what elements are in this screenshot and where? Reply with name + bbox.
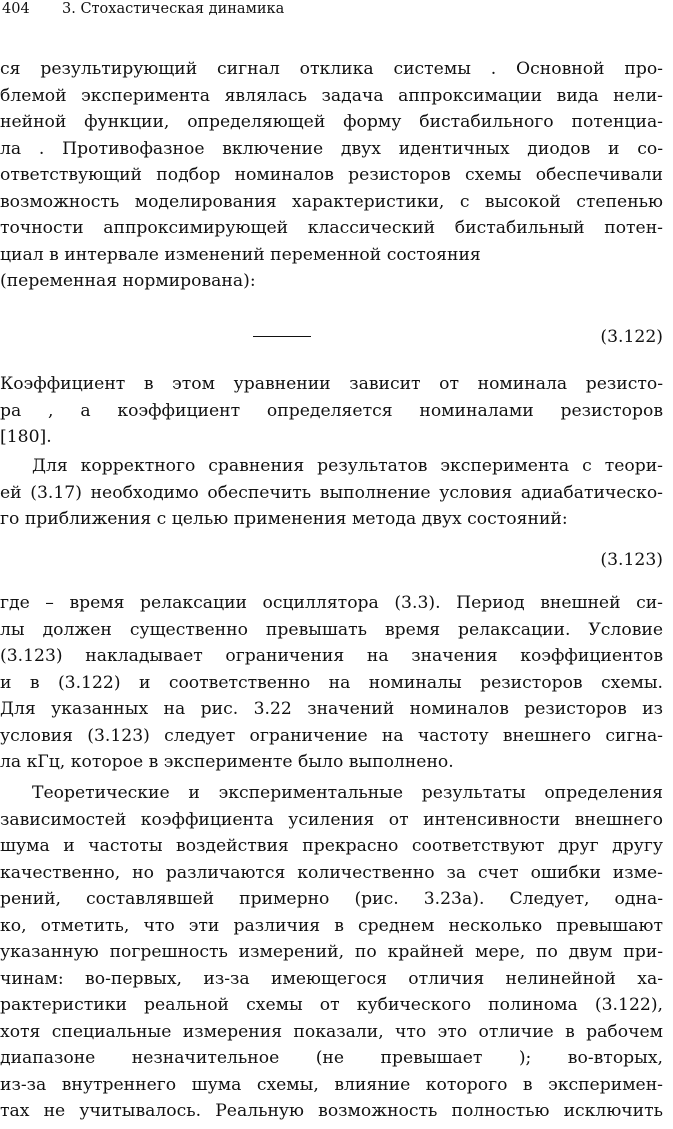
text-line: нейной функции, определяющей форму бистабильного потенциа- xyxy=(0,112,663,132)
text-line: рактеристики реальной схемы от кубического полинома (3.122), xyxy=(0,995,663,1015)
text-line: точности аппроксимирующей классический бистабильный потен- xyxy=(0,218,663,238)
text-line: Для корректного сравнения результатов эксперимента с теори- xyxy=(32,456,663,476)
text-line: (3.123) накладывает ограничения на значения коэффициентов xyxy=(0,646,663,666)
text-line: условия (3.123) следует ограничение на частоту внешнего сигна- xyxy=(0,725,663,746)
text-line: шума и частоты воздействия прекрасно соответствуют друг другу xyxy=(0,836,663,856)
paragraph-5 xyxy=(0,780,663,1125)
text-line: Коэффициент в этом уравнении зависит от номинала резисто- xyxy=(0,374,663,394)
text-line: рений, составлявшей примерно (рис. 3.23а). Следует, одна- xyxy=(0,889,663,909)
page-number: 404 xyxy=(2,1,30,17)
text-line: лы должен существенно превышать время релаксации. Условие xyxy=(0,619,663,640)
text-line: блемой эксперимента являлась задача аппроксимации вида нели- xyxy=(0,85,663,106)
equation-number: (3.122) xyxy=(600,327,663,347)
text-line: Теоретические и экспериментальные результаты определения xyxy=(32,783,663,803)
text-line: и в (3.122) и соответственно на номиналы резисторов схемы. xyxy=(0,672,663,693)
text-line: Для указанных на рис. 3.22 значений номиналов резисторов из xyxy=(0,699,663,719)
text-line: циал в интервале изменений переменной состояния xyxy=(0,244,481,265)
text-line: ся результирующий сигнал отклика системы . Основной про- xyxy=(0,59,663,79)
text-line: (переменная нормирована): xyxy=(0,271,256,291)
running-header xyxy=(2,0,284,18)
paragraph-1 xyxy=(0,56,663,295)
paragraph-4 xyxy=(0,590,663,776)
equation-3-122 xyxy=(0,323,663,351)
text-line: указанную погрешность измерений, по крайней мере, по двум при- xyxy=(0,942,663,962)
text-line: диапазоне незначительное (не превышает ); во-вторых, xyxy=(0,1048,663,1068)
text-line: качественно, но различаются количественно за счет ошибки изме- xyxy=(0,862,663,883)
text-line: из-за внутреннего шума схемы, влияние которого в эксперимен- xyxy=(0,1074,663,1095)
paragraph-3 xyxy=(0,453,663,533)
chapter-title: 3. Стохастическая динамика xyxy=(62,1,285,17)
text-line: ко, отметить, что эти различия в среднем несколько превышают xyxy=(0,915,663,936)
text-line: ла кГц, которое в эксперименте было выполнено. xyxy=(0,752,454,772)
text-line: возможность моделирования характеристики, с высокой степенью xyxy=(0,191,663,212)
text-line: тах не учитывалось. Реальную возможность полностью исключить xyxy=(0,1101,663,1121)
text-line: ла . Противофазное включение двух идентичных диодов и со- xyxy=(0,138,663,159)
text-line: ответствующий подбор номиналов резисторов схемы обеспечивали xyxy=(0,165,663,185)
text-line: [180]. xyxy=(0,427,52,447)
equation-number: (3.123) xyxy=(600,550,663,570)
text-line: зависимостей коэффициента усиления от интенсивности внешнего xyxy=(0,809,663,830)
equation-3-123 xyxy=(0,546,663,574)
text-line: хотя специальные измерения показали, что это отличие в рабочем xyxy=(0,1021,663,1042)
paragraph-2 xyxy=(0,371,663,451)
text-line: где – время релаксации осциллятора (3.3). Период внешней си- xyxy=(0,593,663,613)
fraction-bar xyxy=(253,336,311,337)
text-line: ра , а коэффициент определяется номиналами резисторов xyxy=(0,400,663,421)
text-line: ей (3.17) необходимо обеспечить выполнение условия адиабатическо- xyxy=(0,482,663,503)
text-line: чинам: во-первых, из-за имеющегося отличия нелинейной ха- xyxy=(0,968,663,989)
text-line: го приближения с целью применения метода двух состояний: xyxy=(0,509,568,529)
